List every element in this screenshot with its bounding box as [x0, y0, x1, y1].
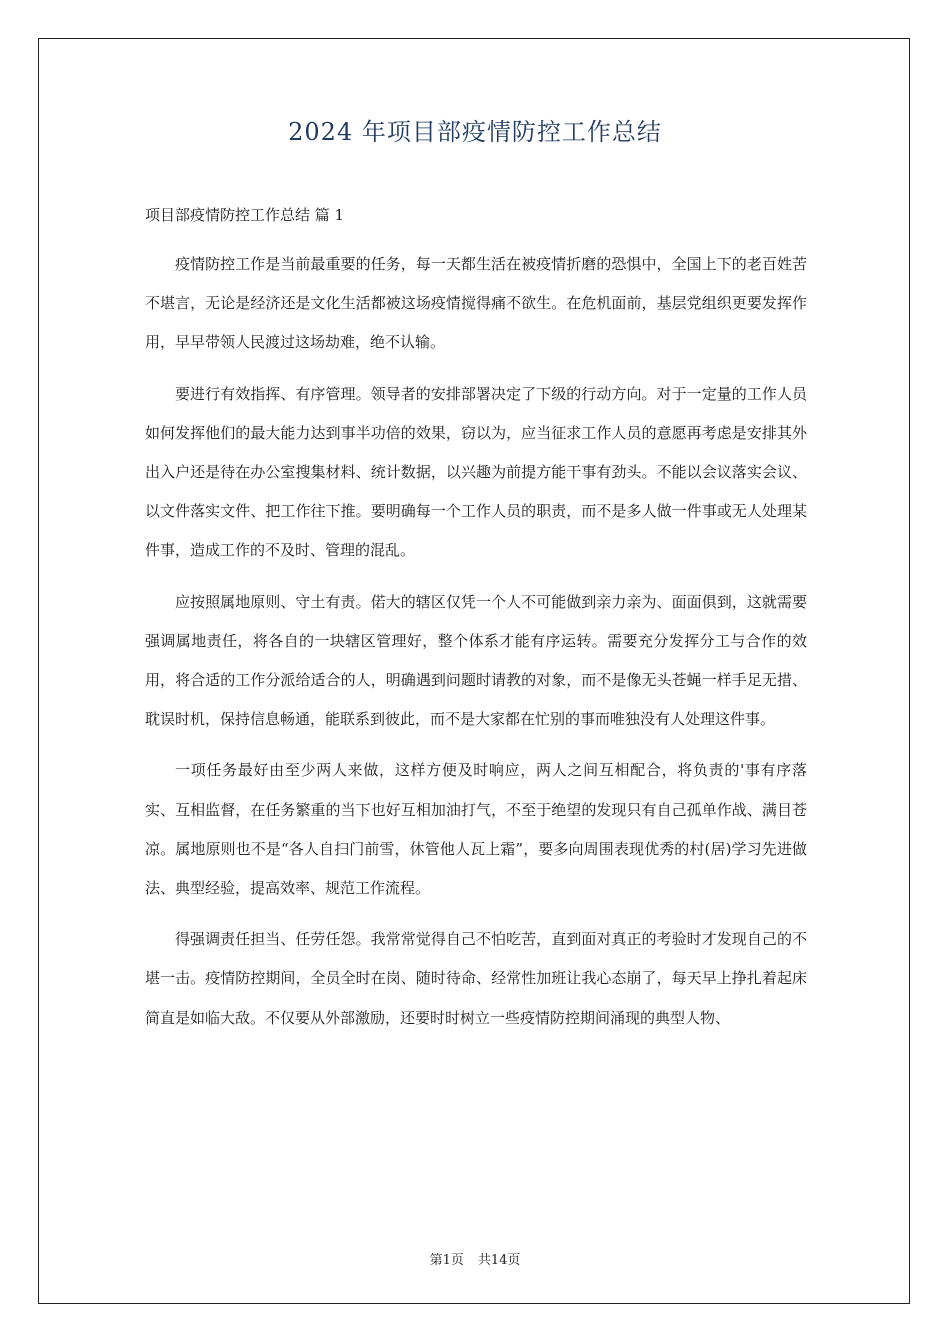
page-footer — [0, 1249, 950, 1268]
document-body — [145, 245, 807, 1050]
paragraph: 得强调责任担当、任劳任怨。我常常觉得自己不怕吃苦，直到面对真正的考验时才发现自己的不堪一击。疫情防控期间，全员全时在岗、随时待命、经常性加班让我心态崩了，每天早上挣扎着起床简直是如临大敌。不仅要从外部激励，还要时时树立一些疫情防控期间涌现的典型人物、 — [145, 930, 807, 1027]
paragraph: 疫情防控工作是当前最重要的任务，每一天都生活在被疫情折磨的恐惧中，全国上下的老百姓苦不堪言，无论是经济还是文化生活都被这场疫情搅得痛不欲生。在危机面前，基层党组织更要发挥作用，早早带领人民渡过这场劫难，绝不认输。 — [145, 255, 807, 352]
document-title: 2024 年项目部疫情防控工作总结 — [288, 118, 662, 146]
page-number-total: 共14页 — [477, 1253, 521, 1268]
page-number-current: 第1页 — [429, 1253, 464, 1268]
section-heading: 项目部疫情防控工作总结 篇 1 — [145, 206, 345, 224]
paragraph: 应按照属地原则、守土有责。偌大的辖区仅凭一个人不可能做到亲力亲为、面面俱到，这就需要强调属地责任，将各自的一块辖区管理好，整个体系才能有序运转。需要充分发挥分工与合作的效用，将合适的工作分派给适合的人，明确遇到问题时请教的对象，而不是像无头苍蝇一样手足无措、耽误时机，保持信息畅通，能联系到彼此，而不是大家都在忙别的事而唯独没有人处理这件事。 — [145, 592, 807, 729]
paragraph: 要进行有效指挥、有序管理。领导者的安排部署决定了下级的行动方向。对于一定量的工作人员如何发挥他们的最大能力达到事半功倍的效果，窃以为，应当征求工作人员的意愿再考虑是安排其外出入户还是待在办公室搜集材料、统计数据，以兴趣为前提方能干事有劲头。不能以会议落实会议、以文件落实文件、把工作往下推。要明确每一个工作人员的职责，而不是多人做一件事或无人处理某件事，造成工作的不及时、管理的混乱。 — [145, 384, 807, 560]
paragraph: 一项任务最好由至少两人来做，这样方便及时响应，两人之间互相配合，将负责的'事有序落实、互相监督，在任务繁重的当下也好互相加油打气，不至于绝望的发现只有自己孤单作战、满目苍凉。属地原则也不是“各人自扫门前雪，休管他人瓦上霜”，要多向周围表现优秀的村(居)学习先进做法、典型经验，提高效率、规范工作流程。 — [145, 761, 807, 898]
